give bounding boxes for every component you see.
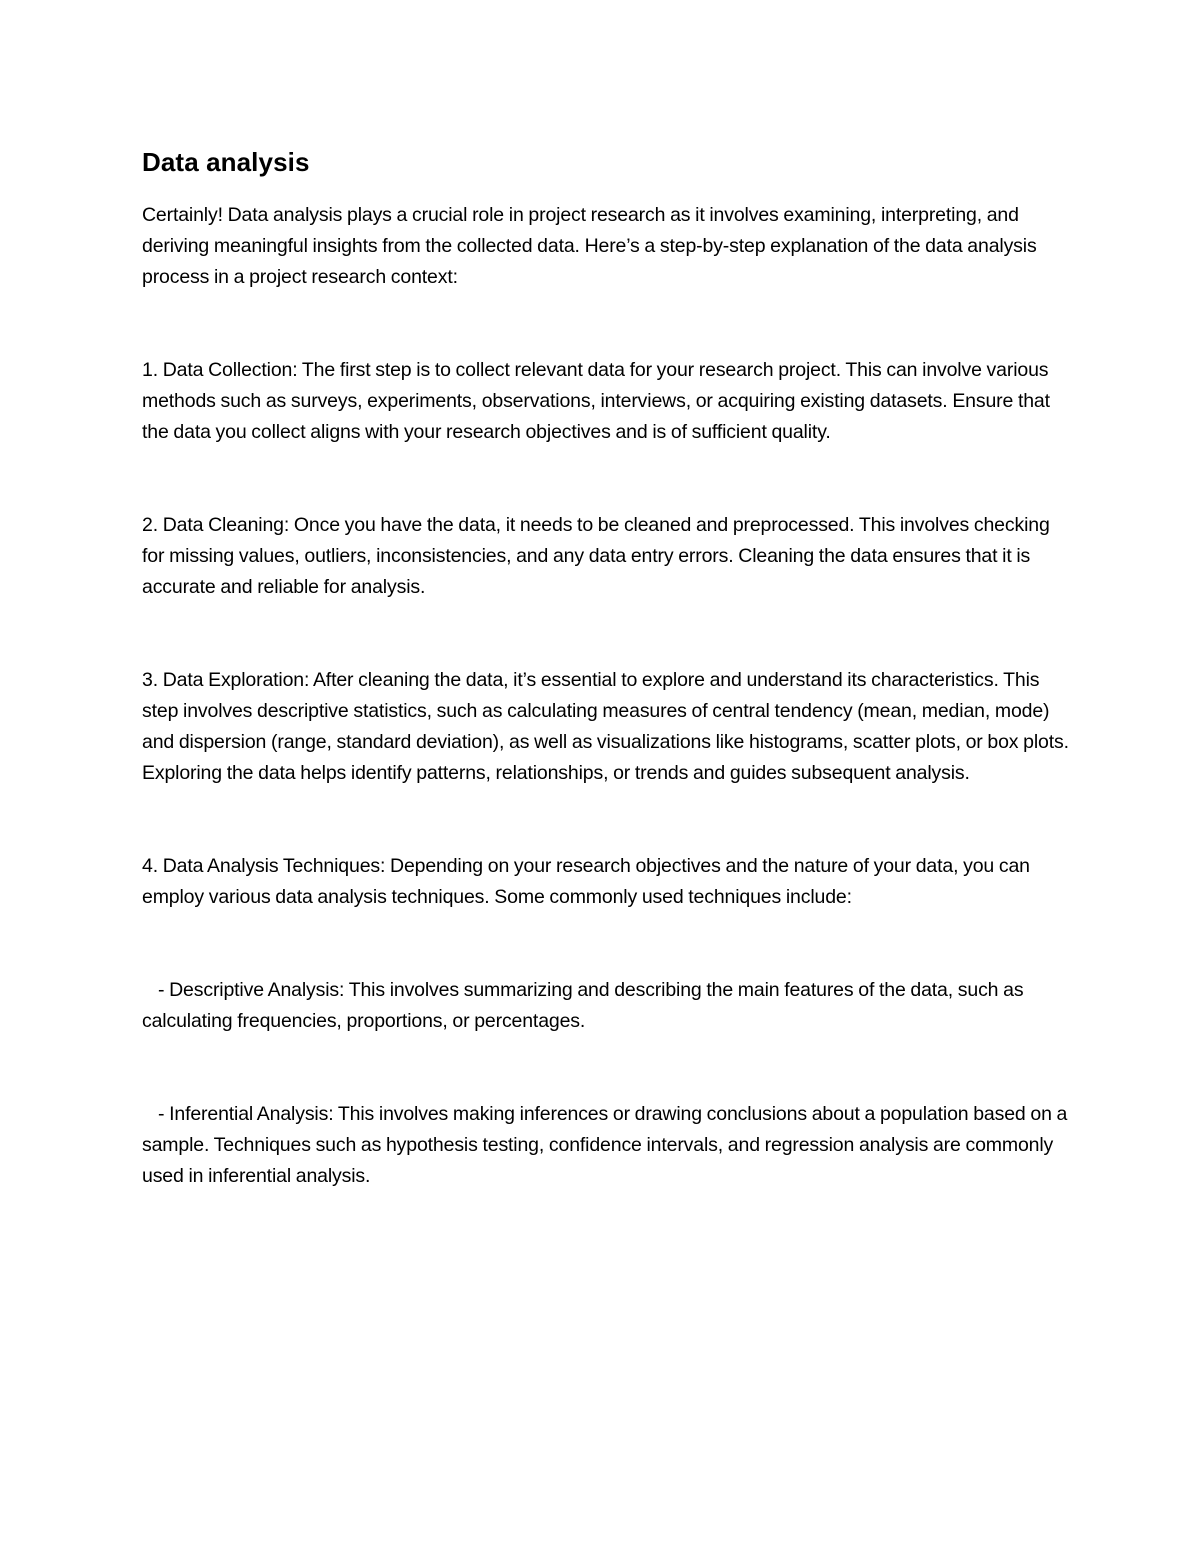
technique-paragraph-descriptive xyxy=(142,975,1072,1037)
paragraph-gap xyxy=(142,603,1072,665)
document-title: Data analysis xyxy=(142,147,310,177)
technique-paragraph-inferential xyxy=(142,1099,1072,1192)
paragraph-gap xyxy=(142,293,1072,355)
technique-text-descriptive: - Descriptive Analysis: This involves summarizing and describing the main features of the data, such as calculating frequencies, proportions, or percentages. xyxy=(142,979,1024,1032)
step-paragraph-data-collection: 1. Data Collection: The first step is to collect relevant data for your research project. This can involve various methods such as surveys, experiments, observations, interviews, or acquiring existing datasets. Ensure that the data you collect aligns with your research objectives and is of sufficient quality. xyxy=(142,359,1050,443)
step-paragraph-data-exploration: 3. Data Exploration: After cleaning the data, it’s essential to explore and understand its characteristics. This step involves descriptive statistics, such as calculating measures of central tendency (mean, median, mode) and dispersion (range, standard deviation), as well as visualizations like histograms, scatter plots, or box plots. Exploring the data helps identify patterns, relationships, or trends and guides subsequent analysis. xyxy=(142,669,1069,784)
document-body xyxy=(142,142,1072,1192)
paragraph-gap xyxy=(142,789,1072,851)
technique-text-inferential: - Inferential Analysis: This involves making inferences or drawing conclusions about a population based on a sample. Techniques such as hypothesis testing, confidence intervals, and regression analysis are commonly used in inferential analysis. xyxy=(142,1103,1068,1187)
intro-paragraph: Certainly! Data analysis plays a crucial role in project research as it involves examining, interpreting, and deriving meaningful insights from the collected data. Here’s a step-by-step explanation of the data analysis process in a project research context: xyxy=(142,204,1037,288)
step-paragraph-data-cleaning: 2. Data Cleaning: Once you have the data, it needs to be cleaned and preprocessed. This involves checking for missing values, outliers, inconsistencies, and any data entry errors. Cleaning the data ensures that it is accurate and reliable for analysis. xyxy=(142,514,1050,598)
paragraph-gap xyxy=(142,1037,1072,1099)
step-paragraph-analysis-techniques: 4. Data Analysis Techniques: Depending on your research objectives and the nature of your data, you can employ various data analysis techniques. Some commonly used techniques include: xyxy=(142,855,1030,908)
paragraph-gap xyxy=(142,913,1072,975)
paragraph-gap xyxy=(142,448,1072,510)
